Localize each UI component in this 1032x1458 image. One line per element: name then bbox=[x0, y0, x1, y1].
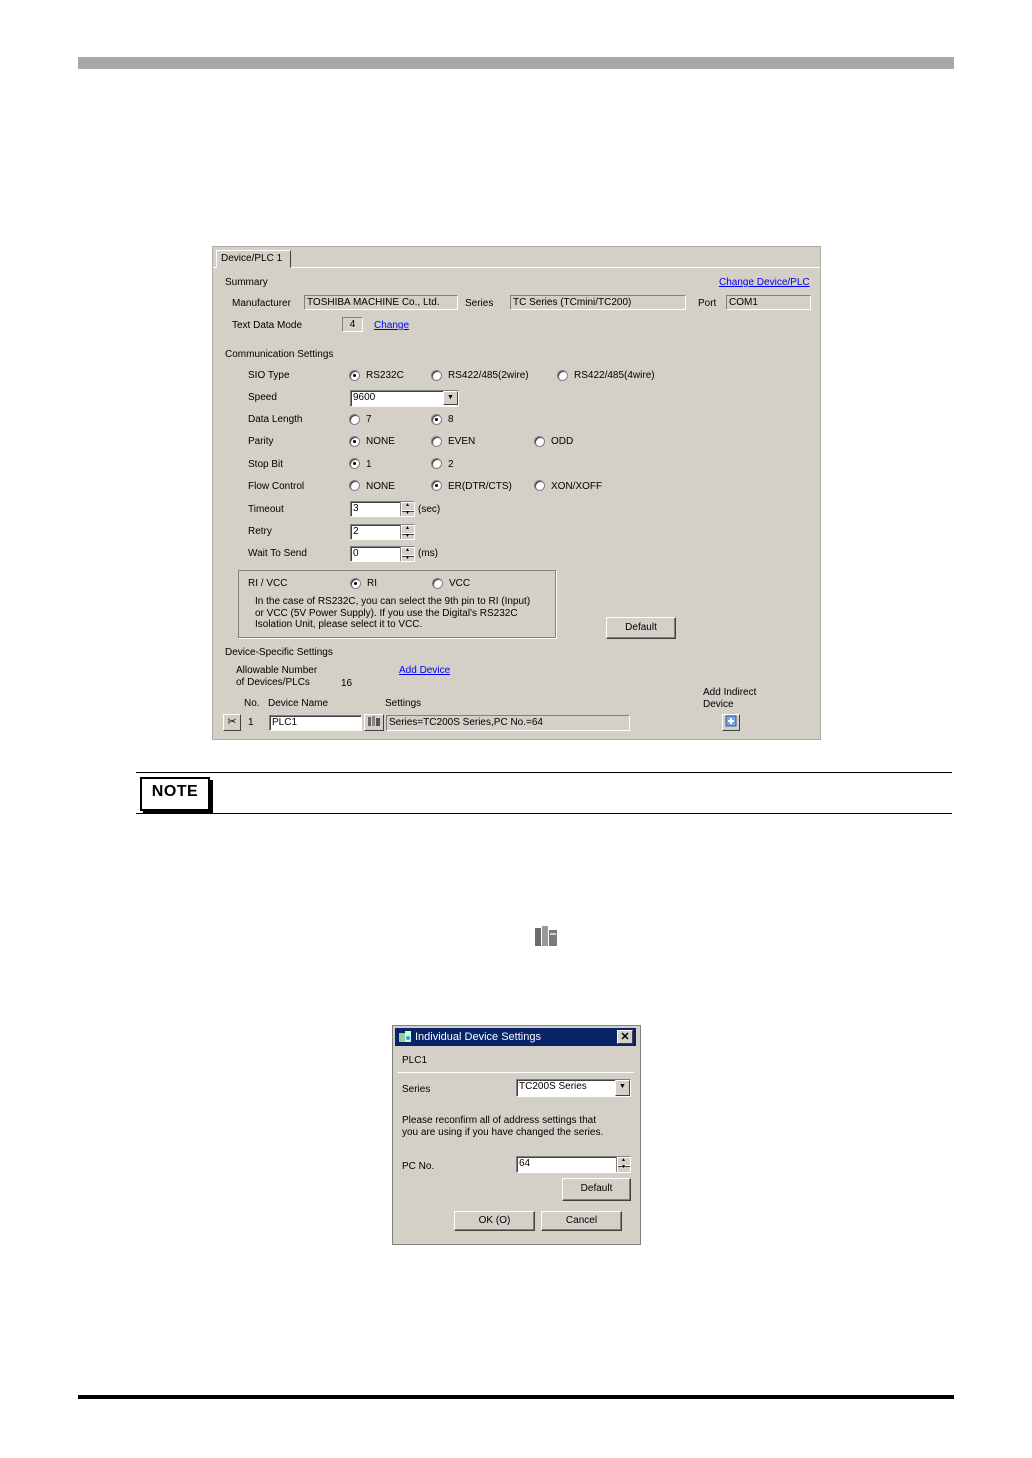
wait-spinner[interactable]: ▲ ▼ bbox=[400, 547, 414, 562]
speed-value: 9600 bbox=[353, 392, 376, 403]
pcno-label: PC No. bbox=[402, 1161, 435, 1172]
note-rule-top bbox=[136, 772, 952, 773]
ri-label: RI bbox=[367, 578, 377, 589]
parity-odd-label: ODD bbox=[551, 436, 574, 447]
series-select[interactable] bbox=[516, 1079, 631, 1097]
text-data-mode-label: Text Data Mode bbox=[232, 320, 303, 331]
series-label: Series bbox=[402, 1084, 431, 1095]
note-rule-bottom bbox=[136, 813, 952, 814]
timeout-unit: (sec) bbox=[418, 504, 441, 515]
dialog-title: Individual Device Settings bbox=[415, 1031, 541, 1043]
header-rule bbox=[78, 57, 954, 69]
comm-settings-label: Communication Settings bbox=[225, 349, 334, 360]
ri-vcc-label: RI / VCC bbox=[248, 578, 288, 589]
device-name-label: PLC1 bbox=[402, 1055, 428, 1066]
flow-none-radio[interactable] bbox=[349, 480, 360, 491]
device-settings-button[interactable] bbox=[364, 714, 384, 731]
device-specific-label: Device-Specific Settings bbox=[225, 647, 333, 658]
timeout-input[interactable] bbox=[350, 501, 415, 517]
ri-note-line-1: In the case of RS232C, you can select the 9th pin to RI (Input) bbox=[255, 596, 531, 607]
sio-type-label: SIO Type bbox=[248, 370, 290, 381]
parity-none-radio[interactable] bbox=[349, 436, 360, 447]
plc-settings-icon bbox=[367, 715, 381, 727]
manufacturer-field: TOSHIBA MACHINE Co., Ltd. bbox=[304, 295, 458, 310]
wait-to-send-input[interactable] bbox=[350, 546, 415, 562]
ri-note-line-3: Isolation Unit, please select it to VCC. bbox=[255, 619, 423, 630]
sio-rs232c-label: RS232C bbox=[366, 370, 404, 381]
flow-xon-label: XON/XOFF bbox=[551, 481, 603, 492]
tab-strip bbox=[213, 247, 820, 268]
change-device-link[interactable]: Change Device/PLC bbox=[719, 277, 810, 288]
wait-to-send-value: 0 bbox=[353, 548, 359, 559]
separator bbox=[397, 1072, 634, 1073]
stop-bit-label: Stop Bit bbox=[248, 459, 284, 470]
ri-radio[interactable] bbox=[350, 578, 361, 589]
pcno-spinner[interactable]: ▲ ▼ bbox=[616, 1157, 630, 1172]
parity-none-label: NONE bbox=[366, 436, 395, 447]
ri-note-line-2: or VCC (5V Power Supply). If you use the Digital's RS232C bbox=[255, 608, 518, 619]
wait-unit: (ms) bbox=[418, 548, 438, 559]
allowable-label-1: Allowable Number bbox=[236, 665, 318, 676]
data-length-7-radio[interactable] bbox=[349, 414, 360, 425]
retry-value: 2 bbox=[353, 526, 359, 537]
column-no: No. bbox=[244, 698, 260, 709]
row-no: 1 bbox=[248, 717, 254, 728]
plc-settings-icon bbox=[533, 924, 559, 948]
add-indirect-device-button[interactable] bbox=[722, 714, 740, 731]
device-settings-field: Series=TC200S Series,PC No.=64 bbox=[386, 715, 630, 731]
speed-select[interactable] bbox=[350, 390, 459, 407]
ri-vcc-group bbox=[238, 570, 556, 638]
parity-label: Parity bbox=[248, 436, 274, 447]
pcno-value: 64 bbox=[519, 1158, 531, 1169]
allowable-value: 16 bbox=[341, 678, 353, 689]
parity-even-label: EVEN bbox=[448, 436, 476, 447]
allowable-label-2: of Devices/PLCs bbox=[236, 677, 310, 688]
data-length-8-radio[interactable] bbox=[431, 414, 442, 425]
stop-bit-1-radio[interactable] bbox=[349, 458, 360, 469]
parity-odd-radio[interactable] bbox=[534, 436, 545, 447]
data-length-label: Data Length bbox=[248, 414, 303, 425]
add-indirect-label-1: Add Indirect bbox=[703, 687, 757, 698]
change-text-mode-link[interactable]: Change bbox=[374, 320, 410, 331]
reconfirm-message-2: you are using if you have changed the series. bbox=[402, 1127, 604, 1138]
data-length-8-label: 8 bbox=[448, 414, 454, 425]
speed-label: Speed bbox=[248, 392, 277, 403]
stop-bit-1-label: 1 bbox=[366, 459, 372, 470]
series-label: Series bbox=[465, 298, 494, 309]
pcno-input[interactable] bbox=[516, 1156, 631, 1173]
retry-label: Retry bbox=[248, 526, 272, 537]
add-indirect-label-2: Device bbox=[703, 699, 734, 710]
column-settings: Settings bbox=[385, 698, 422, 709]
default-button[interactable]: Default bbox=[606, 617, 676, 639]
series-value: TC200S Series bbox=[519, 1081, 587, 1092]
flow-control-label: Flow Control bbox=[248, 481, 305, 492]
chevron-down-icon[interactable]: ▼ bbox=[443, 391, 458, 405]
flow-er-label: ER(DTR/CTS) bbox=[448, 481, 512, 492]
wait-to-send-label: Wait To Send bbox=[248, 548, 307, 559]
add-device-link[interactable]: Add Device bbox=[399, 665, 451, 676]
port-label: Port bbox=[698, 298, 717, 309]
scissors-icon: ✂ bbox=[227, 716, 237, 728]
add-indirect-icon bbox=[725, 715, 737, 727]
delete-device-button[interactable] bbox=[223, 714, 241, 731]
sio-rs422-4wire-label: RS422/485(4wire) bbox=[574, 370, 655, 381]
timeout-value: 3 bbox=[353, 503, 359, 514]
vcc-radio[interactable] bbox=[432, 578, 443, 589]
flow-none-label: NONE bbox=[366, 481, 395, 492]
parity-even-radio[interactable] bbox=[431, 436, 442, 447]
sio-rs422-2wire-label: RS422/485(2wire) bbox=[448, 370, 529, 381]
text-data-mode-field: 4 bbox=[342, 317, 363, 332]
flow-xon-radio[interactable] bbox=[534, 480, 545, 491]
tab-device-plc-1[interactable]: Device/PLC 1 bbox=[216, 250, 291, 268]
dialog-titlebar bbox=[395, 1028, 636, 1046]
reconfirm-message-1: Please reconfirm all of address settings that bbox=[402, 1115, 596, 1126]
cancel-button[interactable]: Cancel bbox=[541, 1211, 622, 1231]
retry-input[interactable] bbox=[350, 524, 415, 540]
device-name-input[interactable]: PLC1 bbox=[269, 715, 362, 731]
timeout-spinner[interactable]: ▲ ▼ bbox=[400, 502, 414, 517]
port-field: COM1 bbox=[726, 295, 811, 310]
chevron-down-icon[interactable]: ▼ bbox=[615, 1080, 630, 1096]
retry-spinner[interactable]: ▲ ▼ bbox=[400, 525, 414, 540]
footer-rule bbox=[78, 1395, 954, 1399]
sio-rs422-4wire-radio[interactable] bbox=[557, 370, 568, 381]
app-icon bbox=[398, 1030, 412, 1044]
vcc-label: VCC bbox=[449, 578, 471, 589]
stop-bit-2-radio[interactable] bbox=[431, 458, 442, 469]
flow-er-radio[interactable] bbox=[431, 480, 442, 491]
summary-label: Summary bbox=[225, 277, 268, 288]
stop-bit-2-label: 2 bbox=[448, 459, 454, 470]
manufacturer-label: Manufacturer bbox=[232, 298, 291, 309]
sio-rs422-2wire-radio[interactable] bbox=[431, 370, 442, 381]
ok-button[interactable]: OK (O) bbox=[454, 1211, 535, 1231]
individual-device-settings-dialog bbox=[392, 1025, 641, 1245]
default-button[interactable]: Default bbox=[562, 1178, 631, 1201]
note-badge: NOTE bbox=[140, 777, 210, 811]
sio-rs232c-radio[interactable] bbox=[349, 370, 360, 381]
close-icon[interactable]: ✕ bbox=[617, 1030, 633, 1044]
device-plc-settings-panel bbox=[212, 246, 821, 740]
timeout-label: Timeout bbox=[248, 504, 284, 515]
data-length-7-label: 7 bbox=[366, 414, 372, 425]
column-device-name: Device Name bbox=[268, 698, 329, 709]
series-field: TC Series (TCmini/TC200) bbox=[510, 295, 686, 310]
